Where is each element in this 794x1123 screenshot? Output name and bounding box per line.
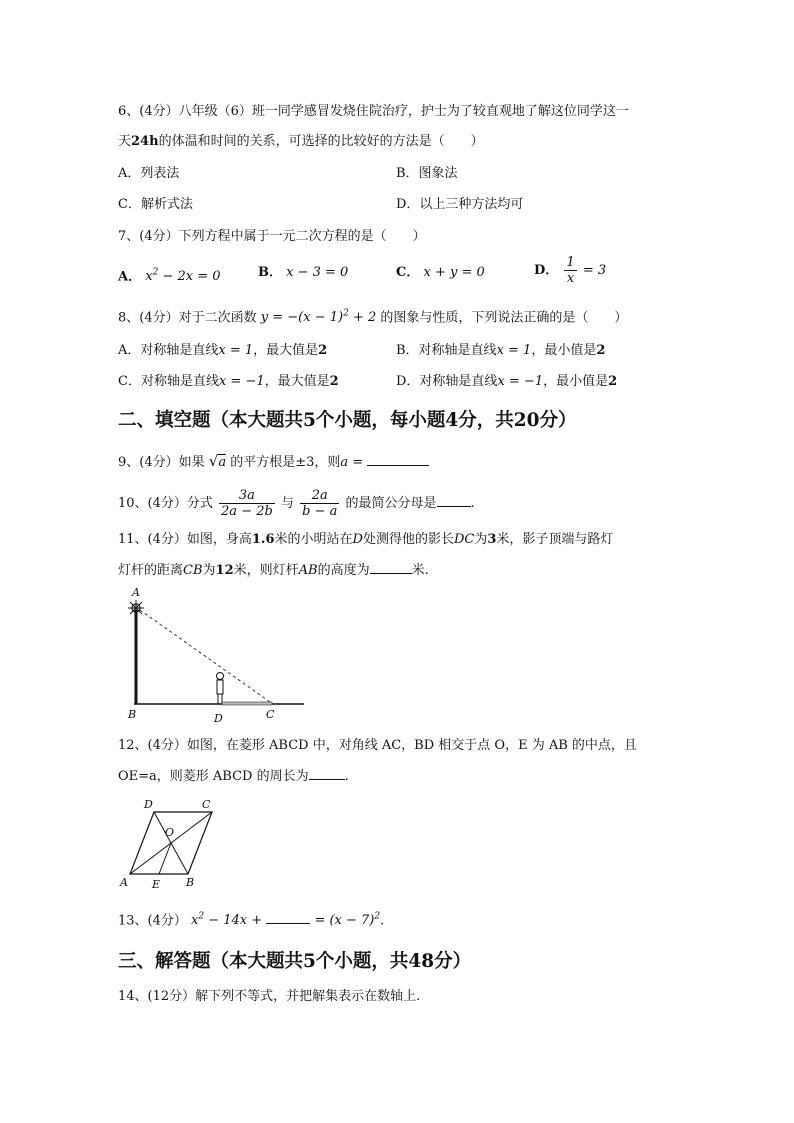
q9: 9、(4分）如果 √a 的平方根是±3，则a = [118,451,429,473]
q6-line2-post: 的体温和时间的关系，可选择的比较好的方法是（ ） [158,134,484,149]
section-2-heading: 二、填空题（本大题共5个小题，每小题4分，共20分） [118,410,577,431]
label-o: O [165,826,175,839]
q8-stem-post: 的图象与性质，下列说法正确的是（ ） [380,310,628,326]
q7-stem: 7、(4分）下列方程中属于一元二次方程的是（ ） [118,229,426,244]
q8-function: $y = -(x - 1)^2 + 2$ [260,309,377,326]
q6-24h: 24h [131,134,159,149]
q7-d-label: D． [534,263,559,278]
q10: 10、(4分）分式 $\frac{3a}{2a - 2b}$ 与 $\frac{2a}{b - a}$ 的最简公分母是 . [118,488,475,519]
q7-a-label: A． [118,269,142,285]
q10-answer-blank[interactable] [437,494,471,507]
q7-c-expr: x + y = 0 [423,265,485,280]
q13: 13、(4分） $x^2 - 14x$ + = $(x - 7)^2$. [118,912,385,929]
q12-line1: 12、(4分）如图，在菱形 ABCD 中，对角线 AC，BD 相交于点 O，E 为 AB 的中点，且 [118,738,637,753]
q7-d-rest: = 3 [582,263,607,278]
q8-option-a: A．对称轴是直线x = 1，最大值是2 [118,343,328,358]
label-d: D [144,798,153,811]
q12-line2: OE=a，则菱形 ABCD 的周长为 . [118,769,349,784]
rhombus-figure [116,796,226,892]
q7-option-b [258,263,348,283]
label-a: A [120,876,128,889]
q9-radicand: a [218,455,227,470]
q7-b-label: B． [258,265,282,280]
q6-stem-line2 [118,132,484,152]
q6-stem-line1: 6、(4分）八年级（6）班一同学感冒发烧住院治疗，护士为了较直观地了解这位同学这一 [118,104,629,119]
q6-option-a: A．列表法 [118,166,180,181]
lamp-icon [128,600,144,616]
q11-line1: 11、(4分）如图，身高1.6米的小明站在D处测得他的影长DC为3米，影子顶端与路灯 [118,532,614,547]
q11-line2: 灯杆的距离CB为12米，则灯杆AB的高度为 米. [118,563,429,578]
q7-c-label: C． [396,265,420,280]
q8-stem [118,304,627,328]
q8-option-d: D．对称轴是直线x = −1，最小值是2 [396,374,618,389]
section-3-heading: 三、解答题（本大题共5个小题，共48分） [118,951,472,972]
q10-fraction-2: $\frac{2a}{b - a}$ [302,488,338,519]
q6-option-c: C．解析式法 [118,197,193,212]
lamp-shadow-figure [118,586,318,726]
sqrt-symbol: √ [208,452,219,470]
q9-answer-blank[interactable] [367,453,429,466]
person-icon [217,673,224,705]
q14-stem: 14、(12分）解下列不等式，并把解集表示在数轴上. [118,989,421,1004]
q7-option-c [396,263,485,283]
q6-option-d: D．以上三种方法均可 [396,197,524,212]
q13-answer-blank[interactable] [266,911,310,924]
light-ray [140,610,270,702]
q6-option-b: B．图象法 [396,166,458,181]
q8-stem-pre: 8、(4分）对于二次函数 [118,310,257,326]
q7-a-expr: $x^2 - 2x = 0$ [145,268,221,285]
q12-answer-blank[interactable] [309,767,345,780]
q6-line2-pre: 天 [118,134,132,149]
q7-option-d [534,253,606,289]
q7-b-expr: x − 3 = 0 [286,265,349,280]
label-a: A [132,586,140,599]
q8-option-b: B．对称轴是直线x = 1，最小值是2 [396,343,606,358]
label-b: B [128,708,137,721]
label-c: C [266,708,275,721]
shadow [222,702,272,705]
label-b: B [186,876,195,889]
q7-d-fraction: $\frac{1}{x}$ [566,255,575,286]
q10-fraction-1: $\frac{3a}{2a - 2b}$ [221,488,273,519]
label-c: C [202,798,211,811]
q8-option-c: C．对称轴是直线x = −1，最大值是2 [118,374,339,389]
label-e: E [152,878,161,891]
q11-answer-blank[interactable] [370,561,412,574]
q7-option-a [118,263,221,287]
label-d: D [214,712,223,725]
